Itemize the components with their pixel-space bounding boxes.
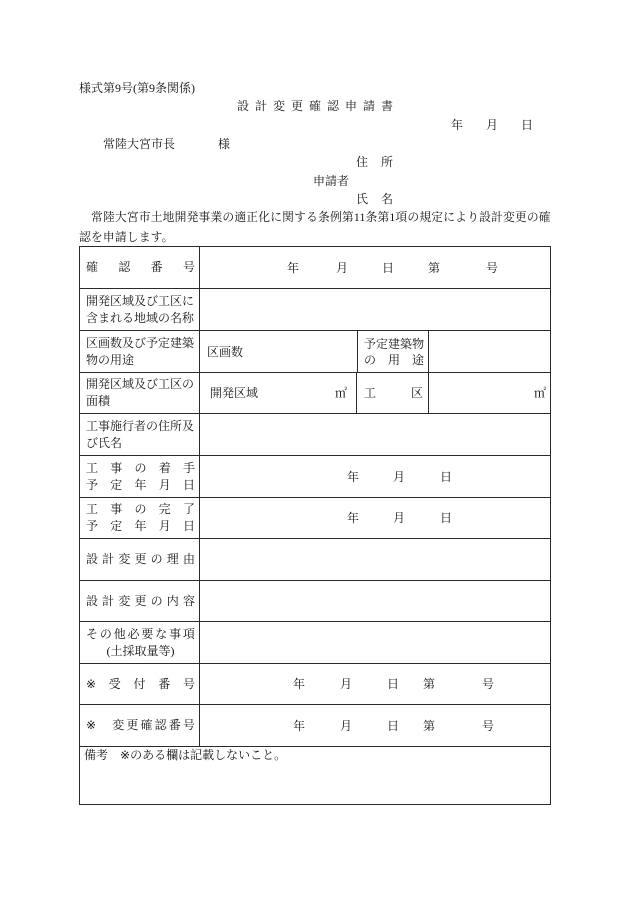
applicant-address-label [356,155,393,169]
area-size-value [200,373,550,413]
area-name-value [200,289,550,330]
addressee-honorific: 様 [218,137,231,151]
label-glyph: 了 [182,502,195,516]
receipt-number-label-cell [80,664,200,704]
change-confirmation-number-label [86,717,195,734]
receipt-number-prefix: 第 [423,677,436,691]
row-contractor [80,413,550,455]
receipt-month-unit: 月 [340,677,353,691]
label-glyph: 番 [150,260,163,274]
label-glyph: 定 [110,477,123,492]
completion-date-label-line-1 [86,501,195,518]
row-confirmation-number [80,247,550,288]
row-area-name [80,288,550,330]
section-area-unit: ㎡ [533,386,546,400]
receipt-number-suffix: 号 [482,677,495,691]
label-glyph: 変 [118,593,131,608]
label-glyph: 名 [380,192,393,206]
label-glyph: 更 [134,593,147,608]
label-glyph: な [155,626,168,641]
change-content-label-cell [80,581,200,621]
start-day-unit: 日 [440,469,453,484]
label-glyph: 内 [166,593,179,608]
building-use-label-line-1 [364,336,424,352]
remarks-cell [80,747,550,804]
row-completion-date [80,497,550,538]
label-glyph: の [134,460,147,475]
label-glyph: 年 [134,477,147,492]
building-use-label-cell [358,331,429,372]
change-content-label [86,593,195,610]
change-reason-value [200,539,550,580]
section-area-cell [429,373,550,413]
receipt-number-label [86,676,195,693]
change-confirmation-month-unit: 月 [340,718,353,733]
form-number: 様式第9号(第9条関係) [79,81,195,95]
label-glyph: 年 [134,519,147,533]
development-area-unit: ㎡ [334,386,347,400]
receipt-number-value [200,664,550,704]
area-size-label-cell [80,373,200,413]
change-reason-label [86,551,195,568]
application-date-year: 年 [451,118,464,132]
confirmation-year-unit: 年 [287,260,300,275]
completion-date-label-cell [80,498,200,538]
label-glyph: 着 [158,460,171,475]
label-glyph [98,717,110,734]
start-year-unit: 年 [347,469,360,484]
area-name-label-cell [80,289,200,330]
label-glyph: 月 [158,477,171,492]
row-change-content [80,580,550,621]
application-date-month: 月 [486,118,499,132]
row-lots-and-building-use [80,330,550,372]
label-glyph: 必 [127,626,140,641]
other-matters-label-line-1 [86,626,195,643]
row-change-confirmation-number [80,704,550,746]
label-glyph: 変 [118,552,131,566]
addressee-name: 常陸大宮市長 [103,137,176,151]
label-glyph: 由 [182,552,195,566]
label-glyph: の [150,552,163,566]
area-size-label-line-1: 開発区域及び工区の [86,377,195,391]
label-glyph: 途 [411,352,424,367]
completion-date-label-line-2 [86,518,195,535]
completion-date-value [200,498,550,538]
label-glyph: 日 [182,519,195,533]
contractor-value [200,414,550,455]
label-glyph: の [99,626,112,641]
label-glyph: 手 [182,460,195,475]
confirmation-number-prefix: 第 [428,260,441,275]
label-glyph: 工 [364,386,377,400]
label-glyph: 計 [102,593,115,608]
label-glyph: 予 [86,477,99,492]
start-month-unit: 月 [393,469,406,484]
lots-use-value [200,331,550,372]
row-start-date [80,455,550,497]
lots-use-label-line-1: 区画数及び予定建築 [86,335,195,350]
contractor-label-line-2: び氏名 [86,435,123,450]
label-glyph: 設 [86,593,99,608]
applicant-role-label: 申請者 [313,174,350,188]
label-glyph: 番 [158,676,171,691]
development-area-label: 開発区域 [210,386,259,400]
change-confirmation-number-suffix: 号 [482,718,495,733]
statement-line-2: 認を申請します。 [79,230,174,244]
contractor-label-cell [80,414,200,455]
development-area-cell [200,373,357,413]
lots-use-label-line-2: 物の用途 [86,352,135,367]
document-title: 設計変更確認申請書 [236,99,399,113]
label-glyph: 他 [113,626,126,641]
change-content-value [200,581,550,621]
lots-count-cell [200,331,358,372]
label-glyph: 月 [158,519,171,533]
start-date-label-line-1 [86,460,195,477]
building-use-label [364,336,424,368]
confirmation-number-suffix: 号 [486,260,499,275]
label-glyph: 理 [166,552,179,566]
label-glyph: 完 [158,502,171,516]
label-glyph: 設 [86,552,99,566]
label-glyph: 認 [154,718,167,732]
lots-count-label: 区画数 [207,344,244,359]
remarks-text: ※のある欄は記載しないこと。 [120,748,287,762]
label-glyph: 項 [182,626,195,641]
label-glyph: 計 [102,552,115,566]
contractor-label-line-1: 工事施行者の住所及 [86,418,195,433]
section-label [364,386,423,400]
label-glyph: 事 [169,626,182,641]
label-glyph: 工 [86,460,99,475]
label-glyph: 号 [182,260,195,274]
application-date-day: 日 [521,118,534,132]
building-use-value [429,331,550,372]
label-glyph: 事 [110,460,123,475]
building-use-label-line-2 [364,352,424,368]
start-date-label-cell [80,456,200,497]
label-glyph: の [150,593,163,608]
receipt-year-unit: 年 [293,677,306,691]
label-glyph: 予 [364,336,377,351]
completion-year-unit: 年 [347,511,360,525]
label-glyph: 定 [376,336,389,351]
label-glyph: ※ [86,676,97,691]
row-area-size [80,372,550,413]
label-glyph: ※ [86,718,97,732]
label-glyph: 号 [182,718,195,732]
label-glyph: の [364,352,377,367]
label-glyph: 要 [141,626,154,641]
statement-line-1: 常陸大宮市土地開発事業の適正化に関する条例第11条第1項の規定により設計変更の確 [91,210,551,224]
change-confirmation-number-prefix: 第 [423,718,436,733]
application-form-table [79,246,551,805]
confirmation-day-unit: 日 [382,260,395,275]
label-glyph: 氏 [356,192,369,206]
label-glyph: そ [86,626,99,641]
row-change-reason [80,538,550,580]
label-glyph: 更 [126,718,139,732]
section-label-cell [357,373,429,413]
label-glyph: 番 [168,718,181,732]
change-reason-label-cell [80,539,200,580]
area-name-label-line-2: 含まれる地域の名称 [86,310,195,325]
other-matters-value [200,622,550,663]
label-glyph: 認 [118,260,131,274]
label-glyph: 築 [400,336,413,351]
area-name-label-line-1: 開発区域及び工区に [86,293,195,308]
other-matters-label-cell [80,622,200,663]
change-confirmation-day-unit: 日 [387,718,400,733]
label-glyph: 予 [86,519,99,533]
label-glyph: 工 [86,502,99,516]
label-glyph: 変 [112,718,125,732]
label-glyph: 受 [108,676,121,691]
label-glyph: 住 [356,155,369,169]
label-glyph: の [134,502,147,516]
area-size-label-line-2: 面積 [86,394,111,408]
label-glyph: 確 [86,260,99,274]
receipt-day-unit: 日 [387,677,400,691]
label-glyph: 日 [182,477,195,492]
label-glyph: 区 [410,386,423,400]
label-glyph: 用 [387,352,400,367]
start-date-value [200,456,550,497]
label-glyph: 建 [388,336,401,351]
applicant-name-label [356,192,393,206]
label-glyph: 事 [110,502,123,516]
row-other-matters [80,621,550,663]
row-receipt-number [80,663,550,704]
confirmation-number-label [86,259,195,276]
label-glyph: 所 [380,155,393,169]
change-confirmation-number-value [200,705,550,746]
start-date-label-line-2 [86,477,195,494]
row-remarks [80,746,550,804]
confirmation-month-unit: 月 [336,260,349,275]
other-matters-label-line-2: (土採取量等) [106,643,175,658]
label-glyph: 号 [182,676,195,691]
confirmation-number-label-cell [80,247,200,288]
label-glyph: 付 [133,676,146,691]
completion-day-unit: 日 [440,511,453,525]
label-glyph: 確 [140,718,153,732]
label-glyph: 定 [110,519,123,533]
confirmation-number-value [200,247,550,288]
label-glyph: 容 [182,593,195,608]
remarks-label: 備考 [84,748,109,762]
label-glyph: 物 [412,336,425,351]
completion-month-unit: 月 [393,511,406,525]
change-confirmation-label-cell [80,705,200,746]
label-glyph: 更 [134,552,147,566]
change-confirmation-year-unit: 年 [293,718,306,733]
lots-use-label-cell [80,331,200,372]
